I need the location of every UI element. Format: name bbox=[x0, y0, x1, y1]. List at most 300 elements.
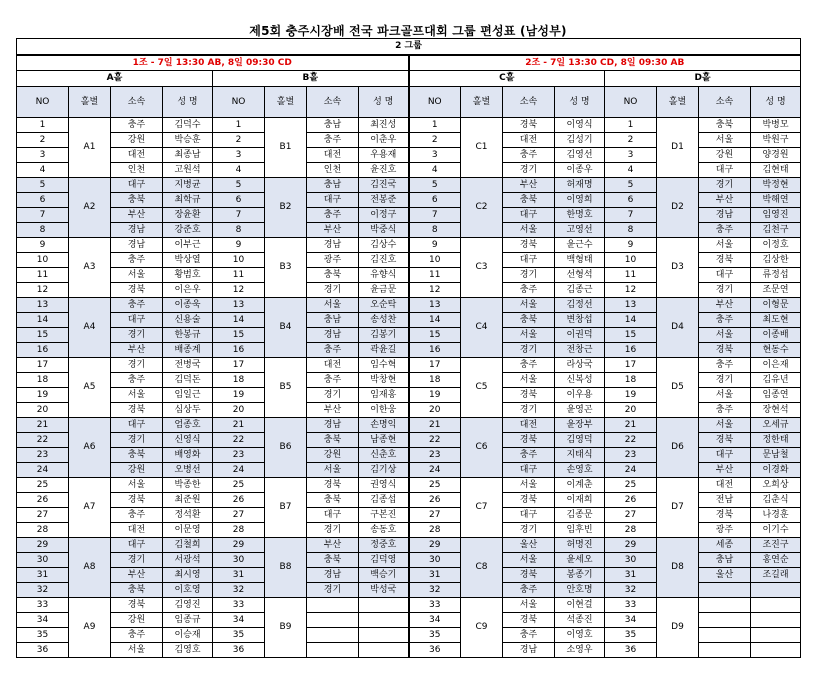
row-number: 2 bbox=[605, 133, 657, 148]
player-name-cell: 심상두 bbox=[163, 403, 213, 418]
row-number: 8 bbox=[213, 223, 265, 238]
affiliation-cell: 강원 bbox=[111, 613, 163, 628]
player-name-cell: 이영호 bbox=[555, 628, 605, 643]
row-number: 31 bbox=[605, 568, 657, 583]
affiliation-cell: 충북 bbox=[111, 448, 163, 463]
header-a-no: NO bbox=[17, 87, 69, 118]
affiliation-cell: 강원 bbox=[699, 148, 751, 163]
header-b-affiliation: 소속 bbox=[307, 87, 359, 118]
player-name-cell: 임재홍 bbox=[359, 388, 409, 403]
affiliation-cell: 충주 bbox=[503, 628, 555, 643]
table-row bbox=[17, 298, 801, 313]
player-name-cell: 손명익 bbox=[359, 418, 409, 433]
row-number: 11 bbox=[605, 268, 657, 283]
group-label: 2 그룹 bbox=[17, 39, 801, 56]
affiliation-cell: 경북 bbox=[699, 508, 751, 523]
table-row bbox=[17, 358, 801, 373]
player-name-cell: 배영화 bbox=[163, 448, 213, 463]
player-name-cell: 박해연 bbox=[751, 193, 801, 208]
player-name-cell: 김현태 bbox=[751, 163, 801, 178]
player-name-cell: 윤진호 bbox=[359, 163, 409, 178]
affiliation-cell: 충북 bbox=[111, 193, 163, 208]
affiliation-cell: 대구 bbox=[307, 193, 359, 208]
affiliation-cell: 대구 bbox=[503, 253, 555, 268]
player-name-cell: 김유년 bbox=[751, 373, 801, 388]
affiliation-cell: 충주 bbox=[503, 283, 555, 298]
player-name-cell: 김진호 bbox=[359, 253, 409, 268]
affiliation-cell: 충남 bbox=[307, 178, 359, 193]
affiliation-cell: 경기 bbox=[111, 433, 163, 448]
header-d-affiliation: 소속 bbox=[699, 87, 751, 118]
row-number: 17 bbox=[409, 358, 461, 373]
player-name-cell bbox=[751, 643, 801, 658]
affiliation-cell: 대구 bbox=[503, 508, 555, 523]
player-name-cell: 봉종기 bbox=[555, 568, 605, 583]
player-name-cell: 강준호 bbox=[163, 223, 213, 238]
row-number: 34 bbox=[605, 613, 657, 628]
player-name-cell: 김기상 bbox=[359, 463, 409, 478]
header-d-hole: 홀별 bbox=[657, 87, 699, 118]
row-number: 20 bbox=[605, 403, 657, 418]
player-name-cell: 전병국 bbox=[163, 358, 213, 373]
player-name-cell: 한명호 bbox=[555, 208, 605, 223]
group-table bbox=[16, 38, 801, 658]
hole-cell: C2 bbox=[461, 178, 503, 238]
player-name-cell: 김영선 bbox=[555, 148, 605, 163]
table-row bbox=[17, 118, 801, 133]
row-number: 10 bbox=[409, 253, 461, 268]
affiliation-cell: 충북 bbox=[307, 268, 359, 283]
player-name-cell: 임영진 bbox=[751, 208, 801, 223]
affiliation-cell: 경기 bbox=[699, 178, 751, 193]
player-name-cell: 정한태 bbox=[751, 433, 801, 448]
row-number: 17 bbox=[213, 358, 265, 373]
player-name-cell bbox=[751, 628, 801, 643]
player-name-cell bbox=[359, 628, 409, 643]
hole-cell: A2 bbox=[69, 178, 111, 238]
row-number: 20 bbox=[17, 403, 69, 418]
course-a-header: A홀 bbox=[17, 71, 213, 87]
player-name-cell bbox=[359, 613, 409, 628]
player-name-cell: 이정호 bbox=[751, 238, 801, 253]
hole-cell: B8 bbox=[265, 538, 307, 598]
player-name-cell: 김상수 bbox=[359, 238, 409, 253]
row-number: 11 bbox=[213, 268, 265, 283]
row-number: 33 bbox=[17, 598, 69, 613]
affiliation-cell: 대전 bbox=[111, 148, 163, 163]
affiliation-cell bbox=[699, 643, 751, 658]
row-number: 10 bbox=[605, 253, 657, 268]
player-name-cell: 김종근 bbox=[555, 283, 605, 298]
player-name-cell: 고원석 bbox=[163, 163, 213, 178]
player-name-cell: 윤금문 bbox=[359, 283, 409, 298]
course-b-header: B홀 bbox=[213, 71, 409, 87]
affiliation-cell: 충주 bbox=[503, 448, 555, 463]
hole-cell: B9 bbox=[265, 598, 307, 658]
row-number: 7 bbox=[409, 208, 461, 223]
player-name-cell: 장현석 bbox=[751, 403, 801, 418]
hole-cell: D8 bbox=[657, 538, 699, 598]
affiliation-cell: 부산 bbox=[307, 538, 359, 553]
player-name-cell: 오순탁 bbox=[359, 298, 409, 313]
affiliation-cell: 부산 bbox=[699, 463, 751, 478]
player-name-cell: 최학규 bbox=[163, 193, 213, 208]
affiliation-cell: 경북 bbox=[503, 613, 555, 628]
affiliation-cell: 경기 bbox=[307, 283, 359, 298]
affiliation-cell: 부산 bbox=[503, 178, 555, 193]
player-name-cell: 김봉기 bbox=[359, 328, 409, 343]
row-number: 30 bbox=[213, 553, 265, 568]
row-number: 4 bbox=[17, 163, 69, 178]
player-name-cell: 변창섭 bbox=[555, 313, 605, 328]
affiliation-cell: 충주 bbox=[111, 118, 163, 133]
player-name-cell: 선형석 bbox=[555, 268, 605, 283]
row-number: 16 bbox=[409, 343, 461, 358]
affiliation-cell: 세종 bbox=[699, 538, 751, 553]
player-name-cell: 이부근 bbox=[163, 238, 213, 253]
affiliation-cell bbox=[699, 583, 751, 598]
row-number: 32 bbox=[213, 583, 265, 598]
hole-cell: A5 bbox=[69, 358, 111, 418]
player-name-cell: 한봉규 bbox=[163, 328, 213, 343]
affiliation-cell: 서울 bbox=[503, 223, 555, 238]
player-name-cell: 김성기 bbox=[555, 133, 605, 148]
row-number: 20 bbox=[213, 403, 265, 418]
affiliation-cell: 충북 bbox=[307, 553, 359, 568]
affiliation-cell bbox=[699, 628, 751, 643]
table-row bbox=[17, 478, 801, 493]
row-number: 9 bbox=[17, 238, 69, 253]
affiliation-cell: 충주 bbox=[503, 148, 555, 163]
player-name-cell: 김철희 bbox=[163, 538, 213, 553]
affiliation-cell: 부산 bbox=[699, 193, 751, 208]
player-name-cell: 박상열 bbox=[163, 253, 213, 268]
hole-cell: B4 bbox=[265, 298, 307, 358]
player-name-cell: 유향식 bbox=[359, 268, 409, 283]
affiliation-cell: 경북 bbox=[111, 283, 163, 298]
row-number: 22 bbox=[605, 433, 657, 448]
hole-cell: B2 bbox=[265, 178, 307, 238]
row-number: 18 bbox=[605, 373, 657, 388]
affiliation-cell: 경남 bbox=[111, 238, 163, 253]
affiliation-cell: 서울 bbox=[111, 478, 163, 493]
player-name-cell: 이승재 bbox=[163, 628, 213, 643]
affiliation-cell: 서울 bbox=[111, 643, 163, 658]
row-number: 2 bbox=[409, 133, 461, 148]
row-number: 25 bbox=[17, 478, 69, 493]
row-number: 35 bbox=[605, 628, 657, 643]
affiliation-cell: 충북 bbox=[503, 313, 555, 328]
row-number: 10 bbox=[213, 253, 265, 268]
row-number: 31 bbox=[409, 568, 461, 583]
row-number: 19 bbox=[17, 388, 69, 403]
affiliation-cell: 대구 bbox=[307, 508, 359, 523]
player-name-cell: 최준원 bbox=[163, 493, 213, 508]
affiliation-cell: 대구 bbox=[503, 208, 555, 223]
row-number: 15 bbox=[409, 328, 461, 343]
affiliation-cell: 충북 bbox=[307, 433, 359, 448]
affiliation-cell: 충북 bbox=[307, 493, 359, 508]
row-number: 7 bbox=[17, 208, 69, 223]
affiliation-cell: 충주 bbox=[111, 628, 163, 643]
player-name-cell: 이문영 bbox=[163, 523, 213, 538]
player-name-cell: 박창현 bbox=[359, 373, 409, 388]
affiliation-cell: 충남 bbox=[307, 313, 359, 328]
row-number: 21 bbox=[17, 418, 69, 433]
affiliation-cell: 인천 bbox=[111, 163, 163, 178]
player-name-cell: 윤장부 bbox=[555, 418, 605, 433]
affiliation-cell: 충주 bbox=[699, 358, 751, 373]
table-row bbox=[17, 538, 801, 553]
row-number: 21 bbox=[213, 418, 265, 433]
affiliation-cell bbox=[699, 598, 751, 613]
row-number: 17 bbox=[605, 358, 657, 373]
row-number: 30 bbox=[605, 553, 657, 568]
affiliation-cell: 충주 bbox=[503, 583, 555, 598]
player-name-cell: 이현걸 bbox=[555, 598, 605, 613]
hole-cell: C5 bbox=[461, 358, 503, 418]
affiliation-cell bbox=[307, 643, 359, 658]
schedule-2: 2조 - 7일 13:30 CD, 8일 09:30 AB bbox=[409, 55, 801, 71]
row-number: 13 bbox=[409, 298, 461, 313]
row-number: 28 bbox=[17, 523, 69, 538]
player-name-cell: 박원구 bbox=[751, 133, 801, 148]
row-number: 35 bbox=[409, 628, 461, 643]
row-number: 27 bbox=[213, 508, 265, 523]
row-number: 5 bbox=[409, 178, 461, 193]
hole-cell: B7 bbox=[265, 478, 307, 538]
row-number: 16 bbox=[213, 343, 265, 358]
header-b-no: NO bbox=[213, 87, 265, 118]
affiliation-cell: 충주 bbox=[111, 373, 163, 388]
affiliation-cell: 서울 bbox=[111, 268, 163, 283]
hole-cell: D9 bbox=[657, 598, 699, 658]
affiliation-cell: 경기 bbox=[503, 343, 555, 358]
hole-cell: A9 bbox=[69, 598, 111, 658]
player-name-cell: 김종문 bbox=[555, 508, 605, 523]
row-number: 34 bbox=[17, 613, 69, 628]
player-name-cell: 박성국 bbox=[359, 583, 409, 598]
affiliation-cell: 충주 bbox=[699, 403, 751, 418]
player-name-cell: 임후빈 bbox=[555, 523, 605, 538]
player-name-cell: 김덕수 bbox=[163, 118, 213, 133]
row-number: 1 bbox=[605, 118, 657, 133]
hole-cell: D2 bbox=[657, 178, 699, 238]
player-name-cell: 송성찬 bbox=[359, 313, 409, 328]
hole-cell: A3 bbox=[69, 238, 111, 298]
player-name-cell: 고영선 bbox=[555, 223, 605, 238]
player-name-cell: 윤근수 bbox=[555, 238, 605, 253]
row-number: 5 bbox=[213, 178, 265, 193]
player-name-cell: 박승훈 bbox=[163, 133, 213, 148]
affiliation-cell: 경북 bbox=[503, 493, 555, 508]
player-name-cell: 권영식 bbox=[359, 478, 409, 493]
hole-cell: C1 bbox=[461, 118, 503, 178]
player-name-cell: 조진구 bbox=[751, 538, 801, 553]
player-name-cell: 나경훈 bbox=[751, 508, 801, 523]
affiliation-cell: 대전 bbox=[699, 478, 751, 493]
player-name-cell: 임종규 bbox=[163, 613, 213, 628]
row-number: 11 bbox=[17, 268, 69, 283]
player-name-cell: 이계춘 bbox=[555, 478, 605, 493]
affiliation-cell: 대전 bbox=[307, 358, 359, 373]
player-name-cell: 이기수 bbox=[751, 523, 801, 538]
player-name-cell: 이경화 bbox=[751, 463, 801, 478]
row-number: 32 bbox=[17, 583, 69, 598]
affiliation-cell: 광주 bbox=[699, 523, 751, 538]
header-c-hole: 홀별 bbox=[461, 87, 503, 118]
row-number: 18 bbox=[213, 373, 265, 388]
player-name-cell: 김진국 bbox=[359, 178, 409, 193]
row-number: 23 bbox=[605, 448, 657, 463]
affiliation-cell: 서울 bbox=[503, 478, 555, 493]
player-name-cell: 이종우 bbox=[555, 163, 605, 178]
affiliation-cell: 서울 bbox=[699, 238, 751, 253]
row-number: 31 bbox=[17, 568, 69, 583]
hole-cell: A4 bbox=[69, 298, 111, 358]
player-name-cell: 박병모 bbox=[751, 118, 801, 133]
hole-cell: C7 bbox=[461, 478, 503, 538]
row-number: 8 bbox=[605, 223, 657, 238]
row-number: 16 bbox=[605, 343, 657, 358]
row-number: 26 bbox=[605, 493, 657, 508]
table-row bbox=[17, 178, 801, 193]
row-number: 14 bbox=[409, 313, 461, 328]
row-number: 27 bbox=[409, 508, 461, 523]
player-name-cell: 엄종호 bbox=[163, 418, 213, 433]
row-number: 10 bbox=[17, 253, 69, 268]
player-name-cell: 이영희 bbox=[555, 193, 605, 208]
hole-cell: D1 bbox=[657, 118, 699, 178]
hole-cell: C3 bbox=[461, 238, 503, 298]
hole-cell: B3 bbox=[265, 238, 307, 298]
affiliation-cell: 서울 bbox=[503, 553, 555, 568]
player-name-cell bbox=[751, 583, 801, 598]
hole-cell: A6 bbox=[69, 418, 111, 478]
row-number: 6 bbox=[17, 193, 69, 208]
row-number: 5 bbox=[17, 178, 69, 193]
affiliation-cell: 서울 bbox=[699, 133, 751, 148]
affiliation-cell bbox=[307, 613, 359, 628]
header-b-name: 성 명 bbox=[359, 87, 409, 118]
row-number: 6 bbox=[605, 193, 657, 208]
row-number: 15 bbox=[605, 328, 657, 343]
player-name-cell: 신용술 bbox=[163, 313, 213, 328]
player-name-cell: 신영식 bbox=[163, 433, 213, 448]
row-number: 17 bbox=[17, 358, 69, 373]
hole-cell: C6 bbox=[461, 418, 503, 478]
row-number: 26 bbox=[409, 493, 461, 508]
row-number: 16 bbox=[17, 343, 69, 358]
row-number: 15 bbox=[17, 328, 69, 343]
row-number: 29 bbox=[605, 538, 657, 553]
player-name-cell: 최종남 bbox=[163, 148, 213, 163]
row-number: 19 bbox=[605, 388, 657, 403]
affiliation-cell: 경기 bbox=[307, 523, 359, 538]
affiliation-cell: 인천 bbox=[307, 163, 359, 178]
affiliation-cell: 경기 bbox=[307, 583, 359, 598]
affiliation-cell: 경기 bbox=[503, 523, 555, 538]
header-c-affiliation: 소속 bbox=[503, 87, 555, 118]
hole-cell: C9 bbox=[461, 598, 503, 658]
row-number: 33 bbox=[409, 598, 461, 613]
row-number: 8 bbox=[17, 223, 69, 238]
player-name-cell: 남종현 bbox=[359, 433, 409, 448]
player-name-cell: 오세규 bbox=[751, 418, 801, 433]
player-name-cell: 지병균 bbox=[163, 178, 213, 193]
row-number: 3 bbox=[213, 148, 265, 163]
affiliation-cell: 충주 bbox=[111, 298, 163, 313]
player-name-cell: 이종배 bbox=[751, 328, 801, 343]
row-number: 23 bbox=[17, 448, 69, 463]
affiliation-cell: 강원 bbox=[307, 448, 359, 463]
player-name-cell: 이형문 bbox=[751, 298, 801, 313]
affiliation-cell: 경북 bbox=[111, 493, 163, 508]
player-name-cell: 정석환 bbox=[163, 508, 213, 523]
affiliation-cell: 대구 bbox=[699, 268, 751, 283]
affiliation-cell: 경남 bbox=[699, 208, 751, 223]
row-number: 7 bbox=[213, 208, 265, 223]
affiliation-cell: 경남 bbox=[503, 643, 555, 658]
affiliation-cell: 대구 bbox=[111, 178, 163, 193]
table-row bbox=[17, 238, 801, 253]
affiliation-cell bbox=[307, 628, 359, 643]
player-name-cell: 허재명 bbox=[555, 178, 605, 193]
row-number: 22 bbox=[213, 433, 265, 448]
row-number: 9 bbox=[213, 238, 265, 253]
affiliation-cell: 서울 bbox=[699, 328, 751, 343]
affiliation-cell: 충북 bbox=[111, 583, 163, 598]
row-number: 14 bbox=[17, 313, 69, 328]
affiliation-cell: 대전 bbox=[503, 418, 555, 433]
player-name-cell bbox=[751, 613, 801, 628]
affiliation-cell: 충남 bbox=[699, 553, 751, 568]
affiliation-cell: 부산 bbox=[111, 568, 163, 583]
affiliation-cell: 충주 bbox=[503, 358, 555, 373]
header-b-hole: 홀별 bbox=[265, 87, 307, 118]
row-number: 1 bbox=[17, 118, 69, 133]
row-number: 36 bbox=[605, 643, 657, 658]
row-number: 21 bbox=[409, 418, 461, 433]
affiliation-cell: 경기 bbox=[111, 328, 163, 343]
row-number: 29 bbox=[17, 538, 69, 553]
affiliation-cell: 대구 bbox=[699, 448, 751, 463]
player-name-cell: 김상한 bbox=[751, 253, 801, 268]
row-number: 34 bbox=[213, 613, 265, 628]
affiliation-cell: 경기 bbox=[699, 373, 751, 388]
row-number: 4 bbox=[213, 163, 265, 178]
player-name-cell bbox=[751, 598, 801, 613]
row-number: 12 bbox=[605, 283, 657, 298]
row-number: 12 bbox=[17, 283, 69, 298]
affiliation-cell: 대구 bbox=[699, 163, 751, 178]
row-number: 25 bbox=[409, 478, 461, 493]
affiliation-cell: 경북 bbox=[503, 568, 555, 583]
row-number: 29 bbox=[409, 538, 461, 553]
row-number: 19 bbox=[409, 388, 461, 403]
affiliation-cell: 충주 bbox=[307, 343, 359, 358]
row-number: 14 bbox=[213, 313, 265, 328]
player-name-cell: 박종한 bbox=[163, 478, 213, 493]
player-name-cell: 최도현 bbox=[751, 313, 801, 328]
hole-cell: A8 bbox=[69, 538, 111, 598]
affiliation-cell: 서울 bbox=[503, 328, 555, 343]
row-number: 13 bbox=[605, 298, 657, 313]
player-name-cell: 백승기 bbox=[359, 568, 409, 583]
row-number: 24 bbox=[17, 463, 69, 478]
affiliation-cell: 충북 bbox=[503, 193, 555, 208]
row-number: 22 bbox=[17, 433, 69, 448]
